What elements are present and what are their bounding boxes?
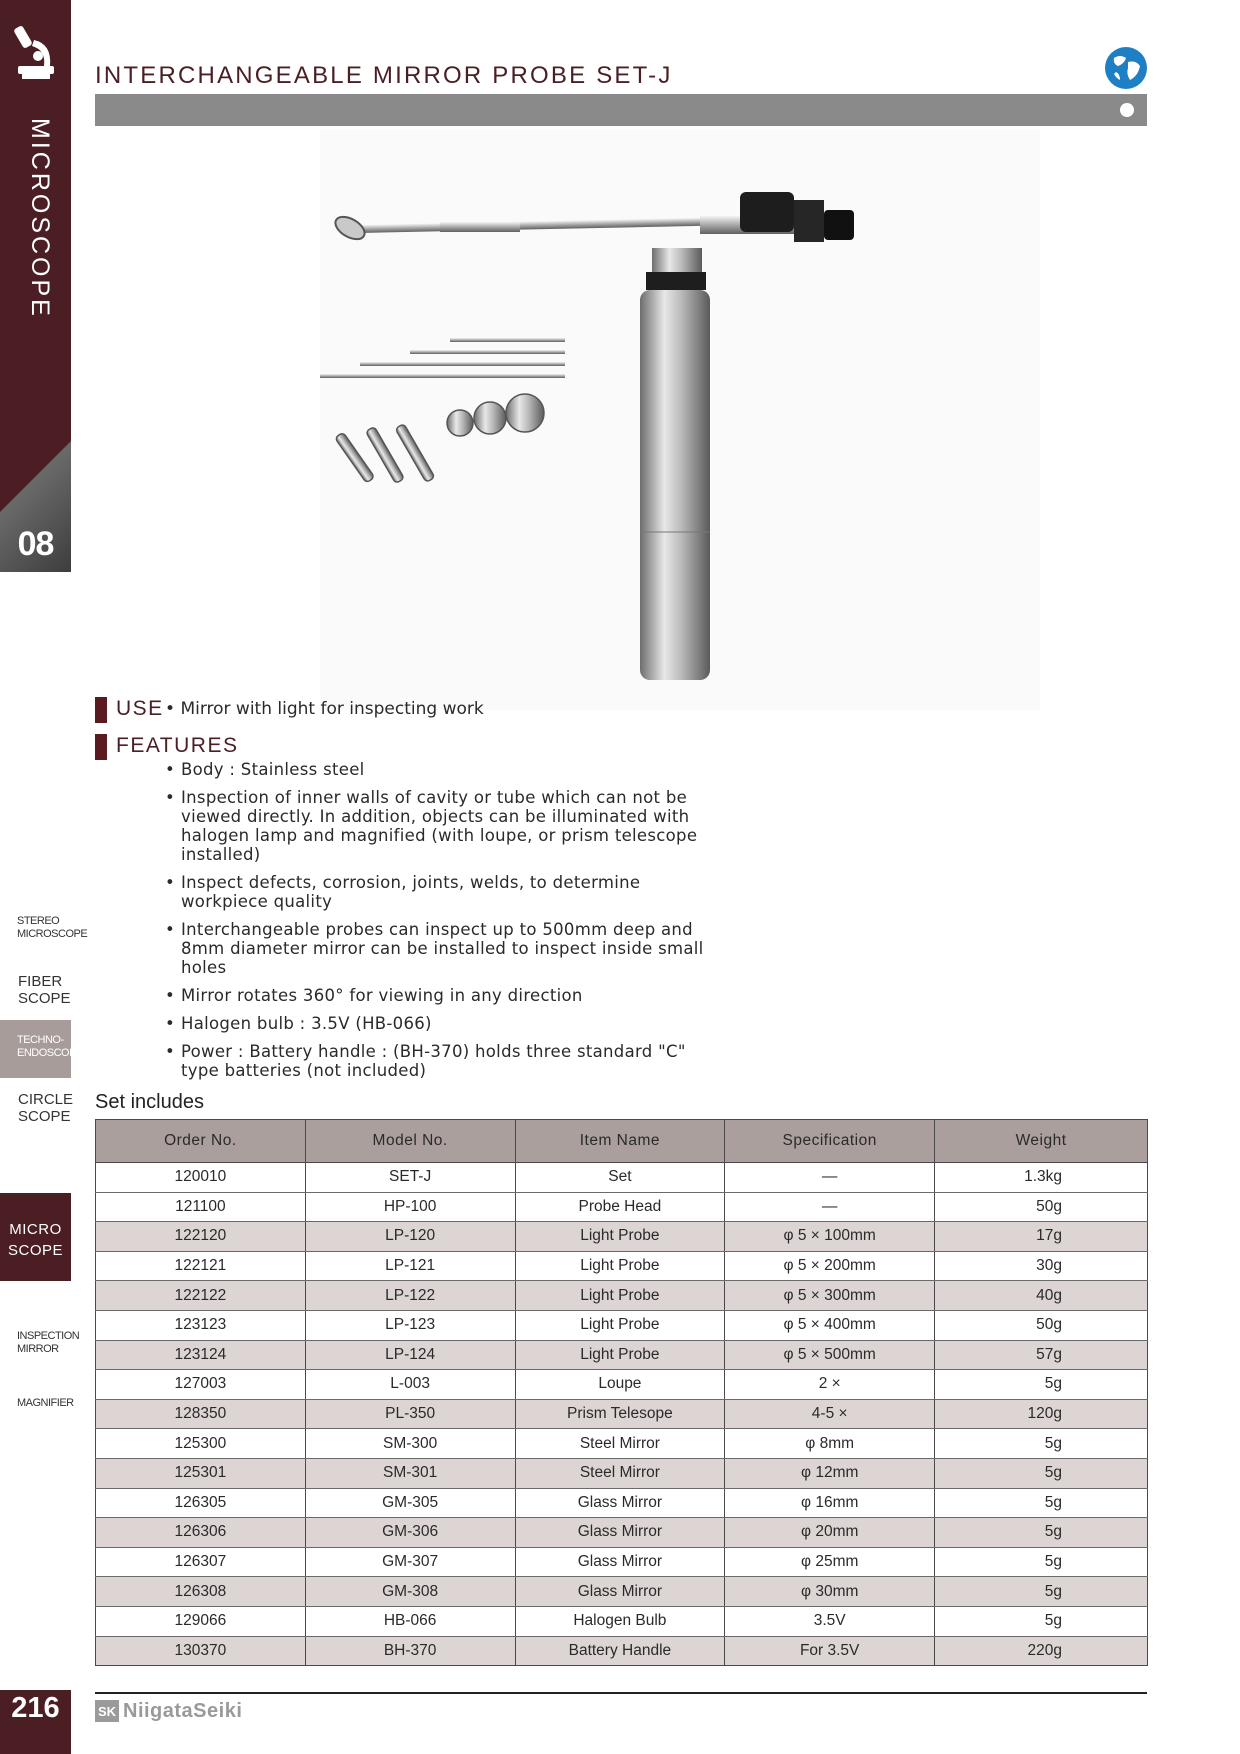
table-row [96,1163,1148,1193]
cell-item: Glass Mirror [515,1518,725,1548]
cell-weight: 57g [935,1340,1148,1370]
cell-spec: — [725,1192,935,1222]
feature-bullet: • [165,920,176,939]
nav-techno-endoscope-label: TECHNO-ENDOSCOPE [17,1034,83,1059]
cell-weight: 50g [935,1192,1148,1222]
cell-weight: 17g [935,1222,1148,1252]
table-row [96,1251,1148,1281]
cell-order: 130370 [96,1636,306,1666]
cell-weight: 220g [935,1636,1148,1666]
set-includes-table [95,1119,1148,1666]
feature-text: Inspect defects, corrosion, joints, welds, to determine workpiece quality [181,873,641,911]
cell-order: 126305 [96,1488,306,1518]
cell-model: GM-307 [305,1547,515,1577]
cell-item: Probe Head [515,1192,725,1222]
feature-bullet: • [165,1042,176,1061]
feature-bullet: • [165,873,176,892]
cell-spec: For 3.5V [725,1636,935,1666]
cell-weight: 40g [935,1281,1148,1311]
cell-model: LP-121 [305,1251,515,1281]
feature-item [163,1014,723,1033]
cell-spec: 2 × [725,1370,935,1400]
feature-bullet: • [165,760,176,779]
chapter-number: 08 [17,525,54,563]
cell-spec: φ 5 × 400mm [725,1310,935,1340]
table-row [96,1577,1148,1607]
cell-model: LP-120 [305,1222,515,1252]
cell-model: HB-066 [305,1606,515,1636]
cell-spec: 4-5 × [725,1399,935,1429]
cell-weight: 5g [935,1577,1148,1607]
cell-item: Prism Telesope [515,1399,725,1429]
cell-spec: φ 8mm [725,1429,935,1459]
cell-item: Halogen Bulb [515,1606,725,1636]
cell-item: Set [515,1163,725,1193]
cell-order: 129066 [96,1606,306,1636]
cell-item: Steel Mirror [515,1458,725,1488]
brand-logo [95,1697,242,1725]
use-bullet: • [165,699,176,719]
cell-weight: 5g [935,1488,1148,1518]
cell-model: SM-300 [305,1429,515,1459]
cell-spec: φ 25mm [725,1547,935,1577]
cell-spec: φ 5 × 200mm [725,1251,935,1281]
cell-spec: φ 16mm [725,1488,935,1518]
use-text [165,699,484,719]
table-row [96,1222,1148,1252]
cell-model: HP-100 [305,1192,515,1222]
cell-spec: — [725,1163,935,1193]
sidebar-section-title: MICROSCOPE [26,118,54,319]
cell-order: 123124 [96,1340,306,1370]
table-row [96,1458,1148,1488]
cell-order: 122122 [96,1281,306,1311]
cell-item: Battery Handle [515,1636,725,1666]
cell-order: 128350 [96,1399,306,1429]
cell-model: LP-122 [305,1281,515,1311]
page-title: INTERCHANGEABLE MIRROR PROBE SET-J [95,62,673,89]
cell-weight: 50g [935,1310,1148,1340]
feature-bullet: • [165,1014,176,1033]
cell-model: L-003 [305,1370,515,1400]
cell-spec: 3.5V [725,1606,935,1636]
features-marker [95,734,107,760]
feature-item [163,986,723,1005]
nav-techno-endoscope[interactable] [0,1020,83,1078]
cell-order: 122120 [96,1222,306,1252]
cell-model: SM-301 [305,1458,515,1488]
use-description: Mirror with light for inspecting work [180,699,484,719]
cell-order: 120010 [96,1163,306,1193]
footer-rule [95,1692,1147,1694]
cell-weight: 1.3kg [935,1163,1148,1193]
feature-text: Interchangeable probes can inspect up to 500mm deep and 8mm diameter mirror can be installed to inspect inside small holes [181,920,704,977]
table-row [96,1606,1148,1636]
cell-order: 126307 [96,1547,306,1577]
col-model-no: Model No. [305,1120,515,1163]
table-row [96,1192,1148,1222]
col-item-name: Item Name [515,1120,725,1163]
set-includes-label: Set includes [95,1091,204,1113]
brand-name: NiigataSeiki [123,1699,243,1722]
cell-order: 127003 [96,1370,306,1400]
cell-order: 125301 [96,1458,306,1488]
cell-weight: 5g [935,1606,1148,1636]
feature-item [163,920,723,977]
cell-order: 121100 [96,1192,306,1222]
nav-inspection-mirror[interactable]: INSPECTION MIRROR [17,1330,80,1355]
cell-item: Steel Mirror [515,1429,725,1459]
cell-model: BH-370 [305,1636,515,1666]
feature-text: Body : Stainless steel [181,760,365,779]
cell-order: 125300 [96,1429,306,1459]
cell-weight: 120g [935,1399,1148,1429]
brand-mark: SK [95,1700,119,1722]
nav-micro-scope[interactable] [0,1193,71,1281]
table-row [96,1310,1148,1340]
cell-model: GM-306 [305,1518,515,1548]
cell-item: Light Probe [515,1340,725,1370]
feature-text: Halogen bulb : 3.5V (HB-066) [181,1014,432,1033]
table-row [96,1281,1148,1311]
cell-item: Light Probe [515,1310,725,1340]
table-row [96,1518,1148,1548]
cell-item: Loupe [515,1370,725,1400]
table-row [96,1547,1148,1577]
feature-item [163,788,723,864]
cell-order: 126308 [96,1577,306,1607]
feature-item [163,760,723,779]
cell-model: LP-124 [305,1340,515,1370]
feature-text: Mirror rotates 360° for viewing in any direction [181,986,583,1005]
col-order-no: Order No. [96,1120,306,1163]
cell-item: Glass Mirror [515,1577,725,1607]
table-row [96,1429,1148,1459]
table-row [96,1370,1148,1400]
feature-bullet: • [165,986,176,1005]
cell-weight: 5g [935,1370,1148,1400]
nav-stereo-microscope[interactable]: STEREO MICROSCOPE [17,915,88,940]
cell-spec: φ 5 × 300mm [725,1281,935,1311]
title-bar [95,94,1147,126]
cell-weight: 5g [935,1429,1148,1459]
microscope-icon [14,22,58,84]
table-header-row [96,1120,1148,1163]
cell-spec: φ 5 × 500mm [725,1340,935,1370]
cell-item: Light Probe [515,1251,725,1281]
table-row [96,1340,1148,1370]
cell-spec: φ 12mm [725,1458,935,1488]
feature-text: Power : Battery handle : (BH-370) holds three standard "C" type batteries (not included) [181,1042,686,1080]
cell-item: Glass Mirror [515,1547,725,1577]
cell-item: Light Probe [515,1222,725,1252]
nav-micro-scope-label: MICRO SCOPE [7,1221,63,1259]
features-heading: FEATURES [116,734,239,757]
nav-magnifier[interactable]: MAGNIFIER [17,1397,74,1409]
cell-model: LP-123 [305,1310,515,1340]
cell-spec: φ 20mm [725,1518,935,1548]
cell-model: GM-305 [305,1488,515,1518]
col-specification: Specification [725,1120,935,1163]
feature-bullet: • [165,788,176,807]
mirror-probe-set-photo [320,130,1040,710]
cell-model: GM-308 [305,1577,515,1607]
feature-item [163,1042,723,1080]
cell-item: Glass Mirror [515,1488,725,1518]
table-row [96,1488,1148,1518]
cell-item: Light Probe [515,1281,725,1311]
col-weight: Weight [935,1120,1148,1163]
cell-model: SET-J [305,1163,515,1193]
cell-order: 123123 [96,1310,306,1340]
use-marker [95,697,107,723]
use-heading: USE [116,697,164,720]
features-list [163,760,723,1089]
title-bar-dot [1120,103,1134,117]
nav-circle-scope[interactable]: CIRCLE SCOPE [18,1091,74,1126]
table-row [96,1399,1148,1429]
cell-weight: 30g [935,1251,1148,1281]
cell-order: 122121 [96,1251,306,1281]
page-number: 216 [11,1692,60,1724]
cell-spec: φ 30mm [725,1577,935,1607]
cell-weight: 5g [935,1547,1148,1577]
feature-text: Inspection of inner walls of cavity or tube which can not be viewed directly. In addition, objects can be illuminated with halogen lamp and magnified (with loupe, or prism telescope installed) [181,788,698,864]
cell-model: PL-350 [305,1399,515,1429]
cell-order: 126306 [96,1518,306,1548]
cell-weight: 5g [935,1518,1148,1548]
feature-item [163,873,723,911]
cell-spec: φ 5 × 100mm [725,1222,935,1252]
nav-fiber-scope[interactable]: FIBER SCOPE [18,973,71,1008]
table-row [96,1636,1148,1666]
globe-icon [1104,46,1148,90]
cell-weight: 5g [935,1458,1148,1488]
